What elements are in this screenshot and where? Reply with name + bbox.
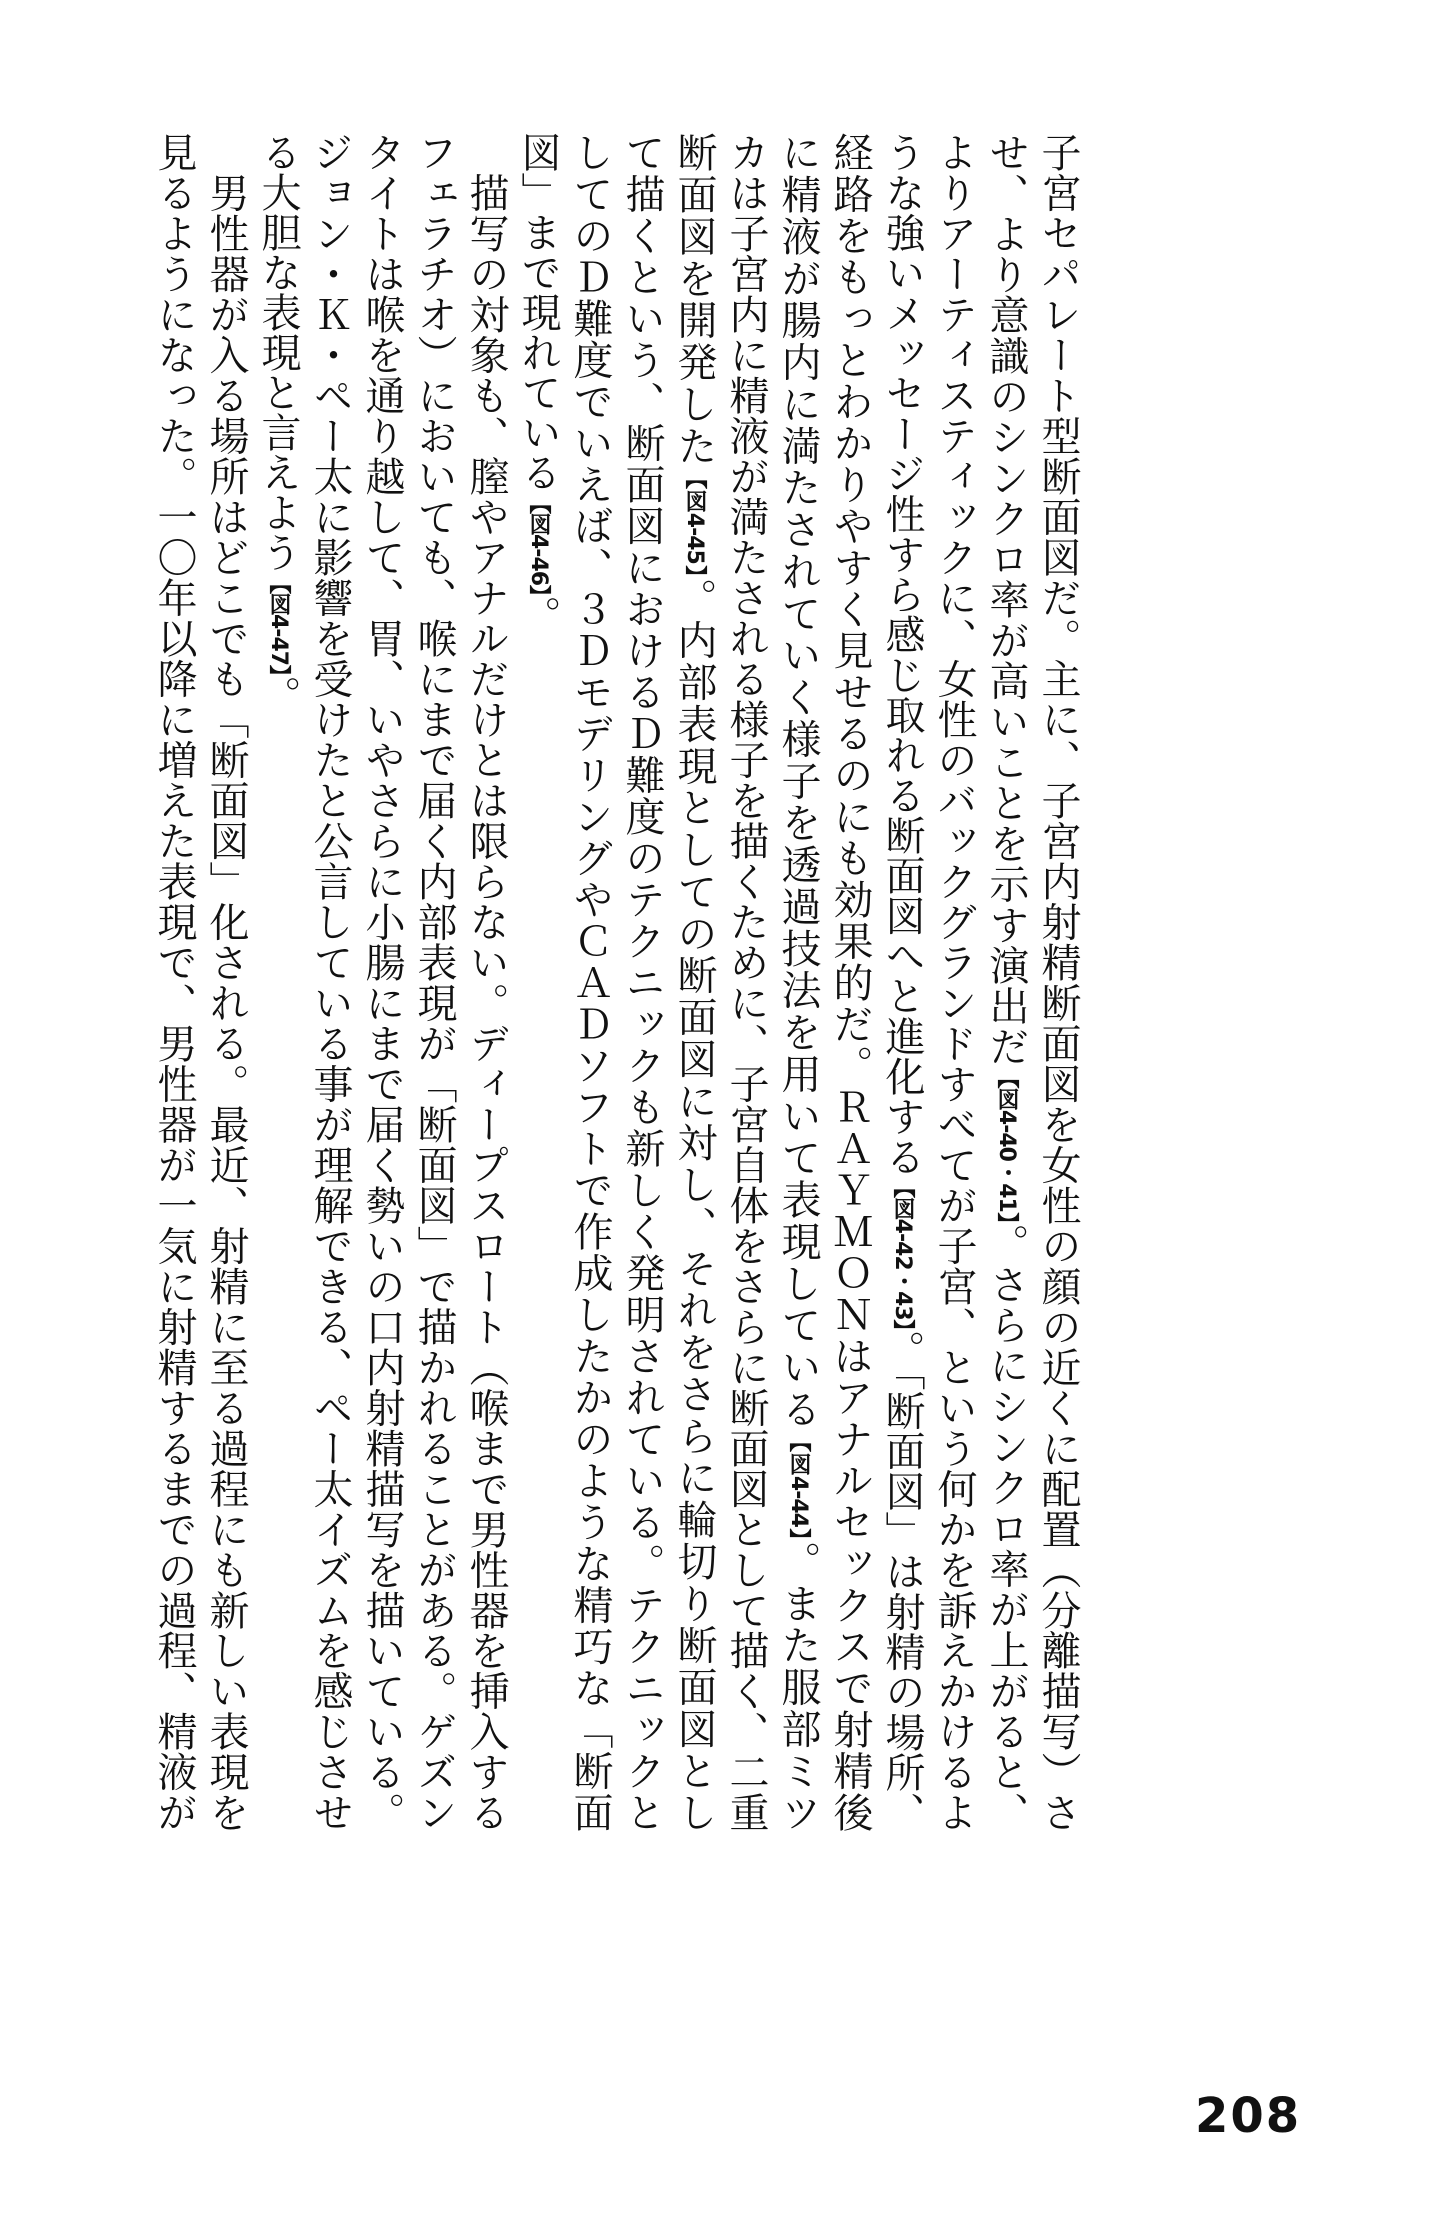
text-segment: せ、より意識のシンクロ率が高いことを示す演出だ (983, 132, 1029, 1067)
text-segment: 経路をもっとわかりやすく見せるのにも効果的だ。ＲＡＹＭＯＮはアナルセックスで射精後 (827, 132, 873, 1832)
page-number: 208 (1195, 2088, 1302, 2144)
text-segment: 。内部表現としての断面図に対し、それをさらに輪切り断面図とし (671, 577, 717, 1832)
text-segment: て描くという、断面図におけるＤ難度のテクニックも新しく発明されている。テクニックと (619, 132, 665, 1832)
text-column (668, 132, 720, 1832)
text-column (252, 132, 304, 1832)
text-column (564, 132, 616, 1832)
text-segment: カは子宮内に精液が満たされる様子を描くために、子宮自体をさらに断面図として描く、二重 (723, 132, 769, 1832)
text-column (720, 132, 772, 1832)
text-segment: 男性器が入る場所はどこでも「断面図」化される。最近、射精に至る過程にも新しい表現を (203, 132, 249, 1832)
text-column (876, 132, 928, 1832)
figure-reference: 【図4-47】 (266, 572, 291, 676)
text-column (356, 132, 408, 1832)
text-segment: タイトは喉を通り越して、胃、いやさらに小腸にまで届く勢いの口内射精描写を描いている。 (359, 132, 405, 1832)
text-segment: してのＤ難度でいえば、３ＤモデリングやＣＡＤソフトで作成したかのような精巧な「断面 (567, 132, 613, 1832)
body-text (148, 132, 1084, 1832)
text-segment: 。また服部ミツ (775, 1540, 821, 1832)
text-segment: 子宮セパレート型断面図だ。主に、子宮内射精断面図を女性の顔の近くに配置（分離描写）さ (1035, 132, 1081, 1832)
text-column (148, 132, 200, 1832)
text-segment: よりアーティスティックに、女性のバックグランドすべてが子宮、という何かを訴えかけるよ (931, 132, 977, 1832)
text-segment: うな強いメッセージ性すら感じ取れる断面図へと進化する (879, 132, 925, 1177)
text-segment: る大胆な表現と言えよう (255, 132, 301, 572)
text-segment: 図」まで現れている (515, 132, 561, 492)
text-segment: ジョン・Ｋ・ペー太に影響を受けたと公言している事が理解できる、ペー太イズムを感じさせ (307, 132, 353, 1832)
text-column (460, 132, 512, 1832)
figure-reference: 【図4-44】 (786, 1430, 811, 1541)
text-column (928, 132, 980, 1832)
text-segment: 。「断面図」は射精の場所、 (879, 1330, 925, 1833)
figure-reference: 【図4-45】 (682, 467, 707, 578)
text-column (512, 132, 564, 1832)
text-column (304, 132, 356, 1832)
text-segment: 。 (515, 595, 561, 636)
figure-reference: 【図4-46】 (526, 492, 551, 596)
text-column (616, 132, 668, 1832)
text-column (772, 132, 824, 1832)
text-segment: フェラチオ）においても、喉にまで届く内部表現が「断面図」で描かれることがある。ゲズン (411, 132, 457, 1832)
text-segment: に精液が腸内に満たされていく様子を透過技法を用いて表現している (775, 132, 821, 1431)
text-column (408, 132, 460, 1832)
text-segment: 描写の対象も、膣やアナルだけとは限らない。ディープスロート（喉まで男性器を挿入する (463, 132, 509, 1832)
text-segment: 見るようになった。一〇年以降に増えた表現で、男性器が一気に射精するまでの過程、精液が (151, 132, 197, 1832)
figure-reference: 【図4-42・43】 (890, 1176, 915, 1331)
text-segment: 断面図を開発した (671, 132, 717, 468)
figure-reference: 【図4-40・41】 (994, 1066, 1019, 1224)
text-segment: 。 (255, 675, 301, 716)
text-segment: 。さらにシンクロ率が上がると、 (983, 1223, 1029, 1833)
text-column (980, 132, 1032, 1832)
text-column (200, 132, 252, 1832)
text-column (1032, 132, 1084, 1832)
text-column (824, 132, 876, 1832)
